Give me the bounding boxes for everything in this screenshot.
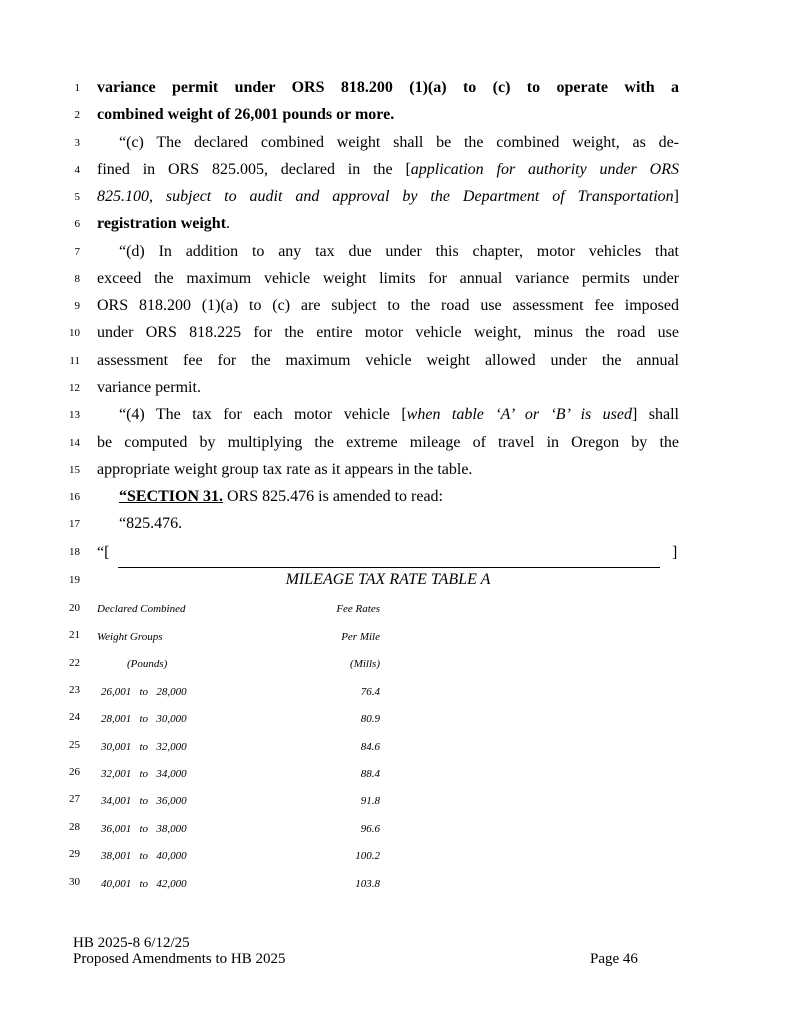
line-number: 6: [74, 218, 80, 230]
line-number: 30: [69, 876, 80, 888]
line-number: 29: [69, 848, 80, 860]
rate-cell: 80.9: [360, 713, 380, 725]
table-row: 32,001 to 34,000: [101, 768, 187, 780]
line-number: 1: [74, 82, 80, 94]
body-line-16: “SECTION 31. ORS 825.476 is amended to read:: [119, 488, 443, 505]
line-number: 24: [69, 711, 80, 723]
body-line-15: appropriate weight group tax rate as it appears in the table.: [97, 461, 473, 478]
header-left: Weight Groups: [97, 631, 163, 643]
line-number: 12: [69, 382, 80, 394]
rate-cell: 100.2: [355, 850, 380, 862]
header-right: Fee Rates: [336, 603, 380, 615]
line-number: 19: [69, 574, 80, 586]
body-line-11: assessment fee for the maximum vehicle weight allowed under the annual: [97, 352, 679, 369]
table-rule: [118, 567, 660, 568]
body-line-12: variance permit.: [97, 379, 201, 396]
line-number: 27: [69, 793, 80, 805]
body-line-9: ORS 818.200 (1)(a) to (c) are subject to the road use assessment fee imposed: [97, 297, 679, 314]
body-line-6: registration weight.: [97, 215, 231, 232]
header-right: Per Mile: [341, 631, 380, 643]
bracket-open: “[: [97, 544, 110, 561]
rate-cell: 88.4: [360, 768, 380, 780]
footer-title: Proposed Amendments to HB 2025: [73, 951, 286, 967]
line-number: 22: [69, 657, 80, 669]
table-row: 40,001 to 42,000: [101, 878, 187, 890]
table-row: 26,001 to 28,000: [101, 686, 187, 698]
table-row: 36,001 to 38,000: [101, 823, 187, 835]
line-number: 9: [74, 300, 80, 312]
line-number: 8: [74, 273, 80, 285]
rate-cell: 76.4: [360, 686, 380, 698]
body-line-10: under ORS 818.225 for the entire motor vehicle weight, minus the road use: [97, 324, 679, 341]
footer-bill-id: HB 2025-8 6/12/25: [73, 935, 190, 951]
table-row: 34,001 to 36,000: [101, 795, 187, 807]
line-number: 16: [69, 491, 80, 503]
section-heading: “SECTION 31.: [119, 488, 224, 505]
line-number: 13: [69, 409, 80, 421]
table-row: 30,001 to 32,000: [101, 741, 187, 753]
line-number: 10: [69, 327, 80, 339]
rate-cell: 84.6: [360, 741, 380, 753]
rate-cell: 96.6: [360, 823, 380, 835]
body-line-4: fined in ORS 825.005, declared in the [application for authority under ORS: [97, 161, 680, 178]
line-number: 7: [74, 246, 80, 258]
line-number: 3: [74, 137, 80, 149]
page-number: Page 46: [590, 951, 638, 967]
line-number: 26: [69, 766, 80, 778]
line-number: 4: [74, 164, 80, 176]
body-line-8: exceed the maximum vehicle weight limits for annual variance permits under: [97, 270, 679, 287]
line-number: 15: [69, 464, 80, 476]
body-line-7: “(d) In addition to any tax due under this chapter, motor vehicles that: [119, 243, 679, 260]
line-number: 14: [69, 437, 80, 449]
body-line-14: be computed by multiplying the extreme mileage of travel in Oregon by the: [97, 434, 679, 451]
line-number: 2: [74, 109, 80, 121]
rate-cell: 91.8: [360, 795, 380, 807]
table-title: MILEAGE TAX RATE TABLE A: [285, 571, 491, 588]
line-number: 21: [69, 629, 80, 641]
body-line-3: “(c) The declared combined weight shall be the combined weight, as de-: [119, 134, 679, 151]
line-number: 23: [69, 684, 80, 696]
line-number: 20: [69, 602, 80, 614]
line-number: 17: [69, 518, 80, 530]
line-number: 25: [69, 739, 80, 751]
table-row: 38,001 to 40,000: [101, 850, 187, 862]
bracket-close: ]: [672, 544, 678, 561]
line-number: 28: [69, 821, 80, 833]
header-right: (Mills): [350, 658, 380, 670]
body-line-17: “825.476.: [119, 515, 183, 532]
body-line-1: variance permit under ORS 818.200 (1)(a) to (c) to operate with a: [97, 79, 679, 96]
line-number: 11: [69, 355, 80, 367]
table-row: 28,001 to 30,000: [101, 713, 187, 725]
body-line-5: 825.100, subject to audit and approval by the Department of Transportation]: [97, 188, 679, 205]
body-line-13: “(4) The tax for each motor vehicle [when table ‘A’ or ‘B’ is used] shall: [119, 406, 680, 423]
header-left: (Pounds): [127, 658, 168, 670]
body-line-2: combined weight of 26,001 pounds or more.: [97, 106, 395, 123]
header-left: Declared Combined: [97, 603, 186, 615]
line-number: 5: [74, 191, 80, 203]
rate-cell: 103.8: [355, 878, 380, 890]
line-number: 18: [69, 546, 80, 558]
